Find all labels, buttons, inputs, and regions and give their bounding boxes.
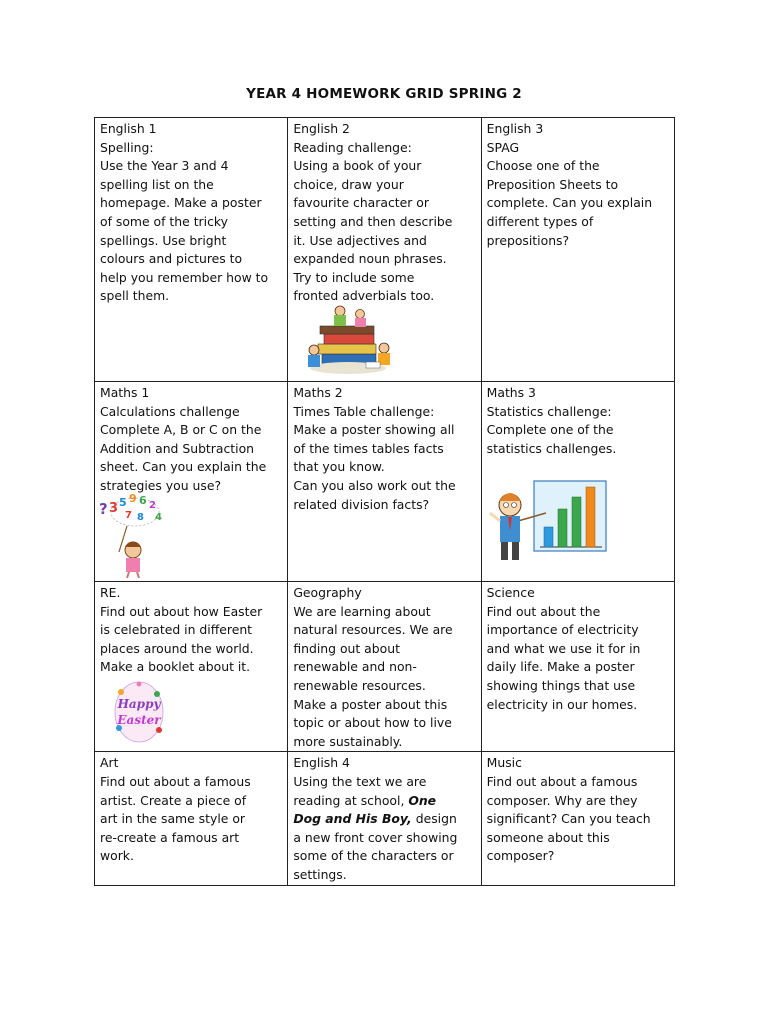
cell-text: complete. Can you explain — [486, 195, 653, 211]
cell-text: artist. Create a piece of — [100, 792, 247, 808]
cell-text: Complete A, B or C on the — [100, 422, 262, 438]
cell-text: homepage. Make a poster — [100, 195, 262, 211]
cell-text — [293, 792, 475, 811]
book-title-part-2: Dog and His Boy, — [293, 811, 412, 827]
cell-text: fronted adverbials too. — [293, 288, 435, 304]
cell-heading: RE. — [100, 585, 121, 600]
cell-text — [293, 810, 475, 829]
cell-heading: Geography — [293, 585, 362, 600]
cell-text: it. Use adjectives and — [293, 232, 427, 248]
happy-easter-egg-picture — [109, 678, 169, 744]
cell-english-4 — [288, 752, 481, 885]
cell-text: Using a book of your — [293, 158, 422, 174]
cell-text: renewable and non- — [293, 659, 417, 675]
cell-text: sheet. Can you explain the — [100, 459, 267, 475]
svg-text:6: 6 — [139, 494, 147, 507]
cell-text: Reading challenge: — [293, 139, 412, 155]
cell-text: setting and then describe — [293, 213, 453, 229]
svg-text:4: 4 — [155, 512, 162, 523]
svg-text:5: 5 — [119, 496, 127, 509]
cell-text: Find out about how Easter — [100, 603, 263, 619]
cell-music — [481, 752, 674, 885]
cell-heading: Science — [486, 585, 535, 600]
cell-heading: Maths 1 — [100, 385, 150, 400]
cell-text: favourite character or — [293, 195, 429, 211]
grid-row — [95, 582, 675, 752]
cell-heading: Art — [100, 755, 119, 771]
cell-text: Can you also work out the — [293, 477, 456, 493]
boy-pointing-at-bar-chart-picture — [488, 477, 612, 567]
cell-text: We are learning about — [293, 603, 431, 619]
cell-text: strategies you use? — [100, 477, 222, 493]
cell-text: Choose one of the — [486, 158, 600, 174]
grid-row — [95, 382, 675, 582]
cell-heading: English 2 — [293, 121, 350, 136]
svg-text:?: ? — [99, 500, 108, 518]
page-title: YEAR 4 HOMEWORK GRID SPRING 2 — [246, 86, 522, 102]
cell-text: Find out about the — [486, 603, 601, 619]
cell-text: SPAG — [486, 139, 520, 155]
cell-text: composer. Why are they — [486, 792, 638, 808]
cell-maths-1 — [95, 382, 288, 582]
cell-text: renewable resources. — [293, 677, 426, 693]
cell-text: Find out about a famous — [486, 773, 638, 789]
grid-row — [95, 752, 675, 885]
cell-text: colours and pictures to — [100, 251, 243, 267]
cell-text-fragment: reading at school, — [293, 792, 409, 808]
cell-english-1 — [95, 118, 288, 382]
cell-text: Addition and Subtraction — [100, 440, 255, 456]
svg-text:3: 3 — [109, 501, 119, 516]
cell-text: re-create a famous art — [100, 829, 240, 845]
cell-text-fragment: design — [411, 811, 457, 827]
cell-text: Try to include some — [293, 269, 415, 285]
cell-english-2 — [288, 118, 481, 382]
cell-maths-3 — [481, 382, 674, 582]
cell-text: showing things that use — [486, 677, 636, 693]
egg-easter-text: Easter — [117, 713, 161, 727]
cell-text: Make a booklet about it. — [100, 659, 251, 675]
cell-text: spellings. Use bright — [100, 232, 227, 248]
cell-text: related division facts? — [293, 496, 430, 512]
cell-english-3 — [481, 118, 674, 382]
cell-text: Make a poster about this — [293, 696, 448, 712]
cell-text: Preposition Sheets to — [486, 176, 619, 192]
cell-science — [481, 582, 674, 752]
cell-text: Find out about a famous — [100, 773, 251, 789]
grid-row — [95, 118, 675, 382]
svg-text:2: 2 — [149, 500, 156, 511]
egg-happy-text: Happy — [117, 697, 161, 711]
svg-text:8: 8 — [137, 512, 144, 523]
cell-text: work. — [100, 848, 134, 864]
cell-text: electricity in our homes. — [486, 696, 638, 712]
girl-with-numbers-net-picture — [97, 492, 175, 578]
cell-text: different types of — [486, 213, 594, 229]
svg-text:9: 9 — [129, 492, 137, 505]
cell-text: daily life. Make a poster — [486, 659, 635, 675]
cell-text: choice, draw your — [293, 176, 404, 192]
cell-heading: Maths 2 — [293, 385, 343, 400]
cell-text: art in the same style or — [100, 811, 245, 827]
children-reading-books-picture — [304, 304, 396, 378]
cell-art — [95, 752, 288, 885]
cell-text: statistics challenges. — [486, 440, 617, 456]
homework-grid — [94, 117, 675, 886]
cell-text: Spelling: — [100, 139, 154, 155]
cell-maths-2 — [288, 382, 481, 582]
cell-text: topic or about how to live — [293, 715, 452, 731]
cell-text: some of the characters or — [293, 848, 454, 864]
cell-text: more sustainably. — [293, 733, 403, 749]
cell-text: Using the text we are — [293, 773, 427, 789]
cell-text: spell them. — [100, 288, 170, 304]
cell-text: help you remember how to — [100, 269, 269, 285]
cell-heading: Maths 3 — [486, 385, 536, 400]
cell-text: significant? Can you teach — [486, 811, 651, 827]
cell-text: someone about this — [486, 829, 610, 845]
cell-text: Times Table challenge: — [293, 403, 435, 419]
cell-heading: English 1 — [100, 121, 157, 136]
cell-text: prepositions? — [486, 232, 570, 248]
cell-text: that you know. — [293, 459, 385, 475]
cell-text: Complete one of the — [486, 422, 614, 438]
cell-text: spelling list on the — [100, 176, 214, 192]
cell-text: finding out about — [293, 640, 400, 656]
cell-text: Make a poster showing all — [293, 422, 455, 438]
cell-text: is celebrated in different — [100, 622, 253, 638]
cell-text: settings. — [293, 866, 347, 882]
cell-text: composer? — [486, 848, 555, 864]
cell-text: of some of the tricky — [100, 213, 228, 229]
cell-text: of the times tables facts — [293, 440, 444, 456]
cell-geography — [288, 582, 481, 752]
svg-text:7: 7 — [125, 510, 132, 521]
cell-heading: English 3 — [486, 121, 544, 136]
book-title-part-1: One — [408, 792, 437, 808]
cell-heading: Music — [486, 755, 522, 771]
cell-text: expanded noun phrases. — [293, 251, 447, 267]
cell-text: Use the Year 3 and 4 — [100, 158, 229, 174]
cell-text: importance of electricity — [486, 622, 639, 638]
cell-text: Statistics challenge: — [486, 403, 612, 419]
cell-heading: English 4 — [293, 755, 350, 771]
cell-text: Calculations challenge — [100, 403, 240, 419]
cell-text: places around the world. — [100, 640, 254, 656]
cell-text: a new front cover showing — [293, 829, 458, 845]
cell-text: natural resources. We are — [293, 622, 453, 638]
cell-re — [95, 582, 288, 752]
cell-text: and what we use it for in — [486, 640, 641, 656]
